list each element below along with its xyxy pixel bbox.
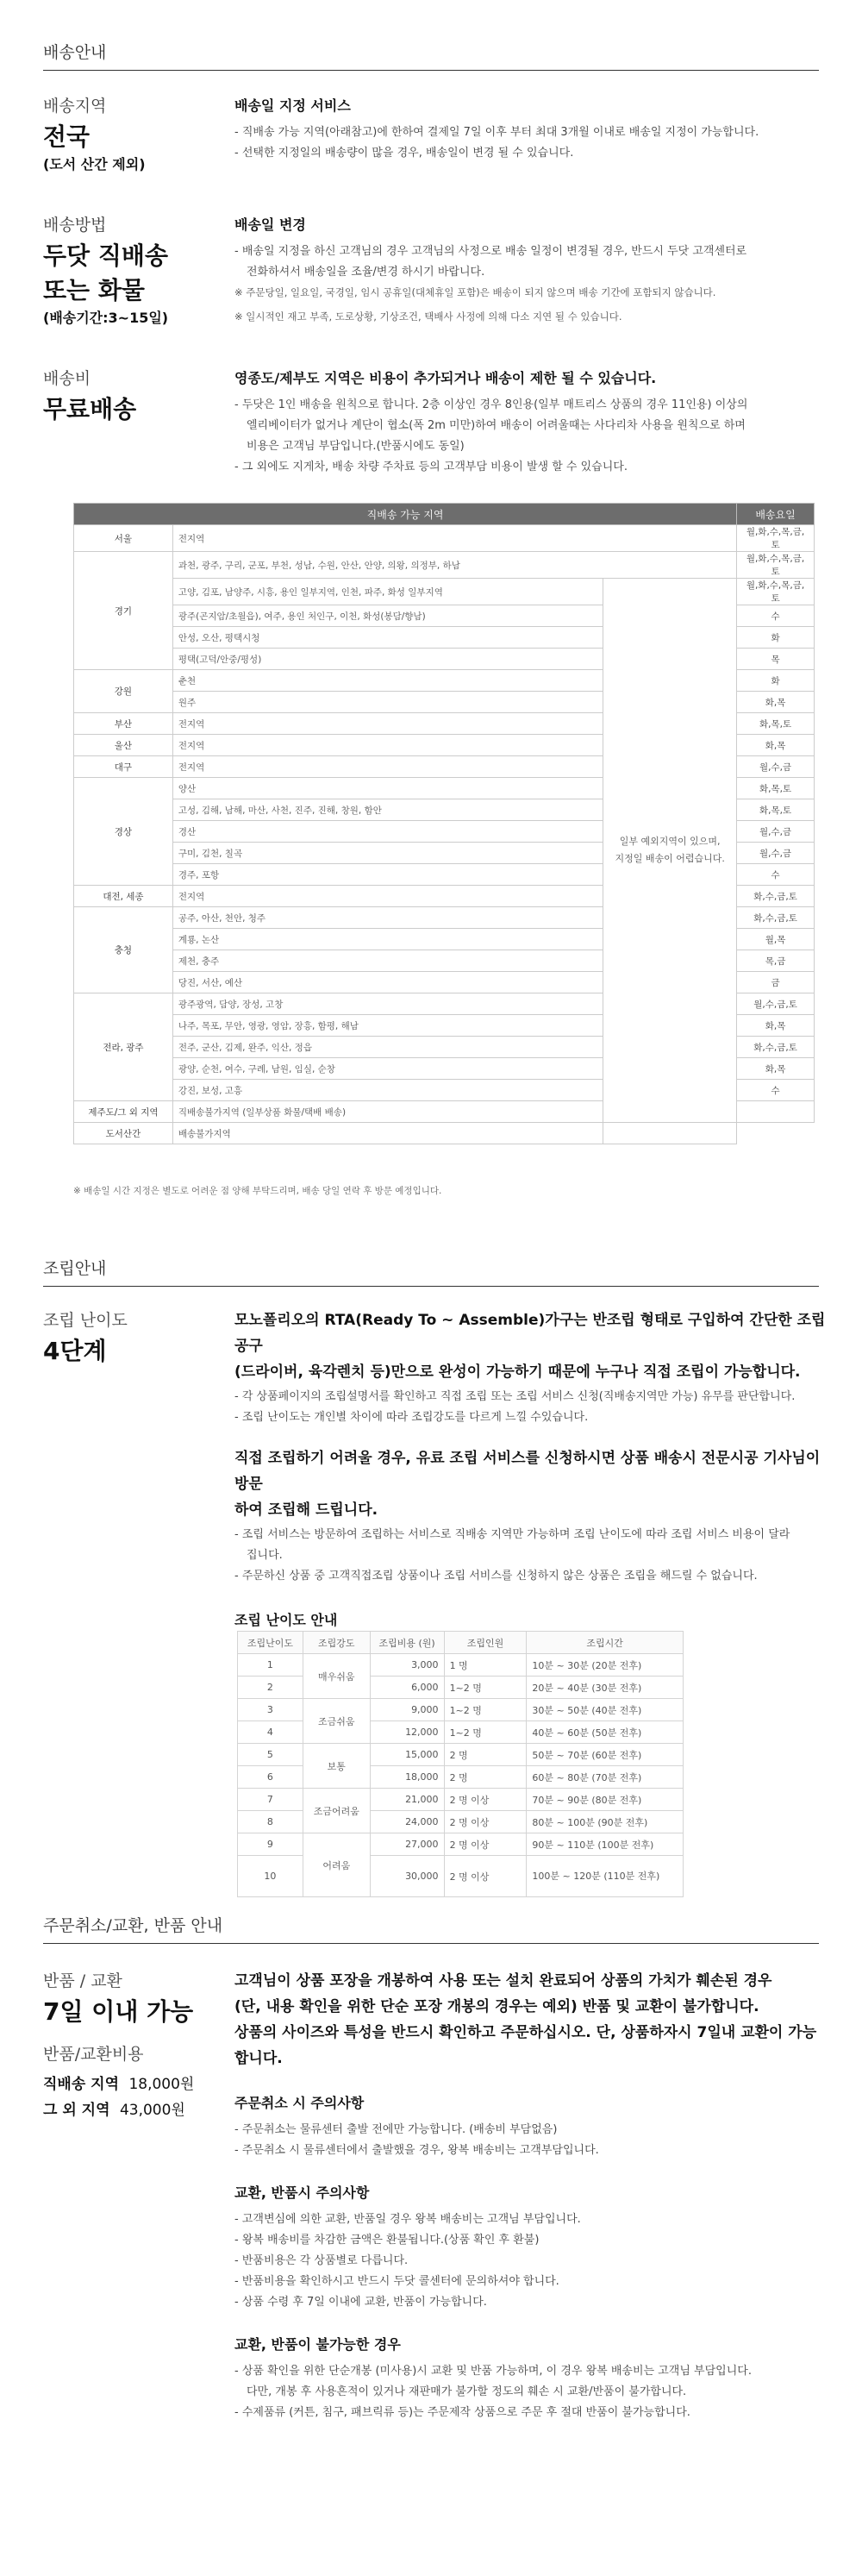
delivery-area-note: (도서 산간 제외) (43, 156, 146, 172)
region-cell: 도서산간 (74, 1123, 173, 1144)
delivery-method-value: 두닷 직배송 (43, 241, 168, 270)
region-cell: 충청 (74, 907, 173, 993)
impossible-line: 다만, 개봉 후 사용흔적이 있거나 재판매가 불가할 정도의 훼손 시 교환/반품이 불가합니다. (247, 2385, 687, 2398)
day-cell: 화,목,토 (737, 778, 815, 799)
day-cell: 월,수,금 (737, 756, 815, 778)
area-cell: 광주광역, 담양, 장성, 고창 (172, 993, 603, 1015)
delivery-region-table (73, 503, 815, 1144)
people-cell: 1~2 명 (444, 1721, 527, 1744)
area-cell: 전주, 군산, 김제, 완주, 익산, 정읍 (172, 1037, 603, 1058)
time-cell: 90분 ~ 110분 (100분 전후) (527, 1833, 684, 1856)
table-header-day: 배송요일 (737, 504, 815, 525)
level-cell: 5 (238, 1744, 303, 1766)
table-row (74, 1123, 815, 1144)
returns-head-line: (단, 내용 확인을 위한 단순 포장 개봉의 경우는 예외) 반품 및 교환이 불가합니다. (234, 1998, 759, 2015)
table-middle-note: 일부 예외지역이 있으며, 지정일 배송이 어렵습니다. (603, 579, 737, 1123)
time-cell: 30분 ~ 50분 (40분 전후) (527, 1699, 684, 1721)
day-cell: 화,목 (737, 735, 815, 756)
cost-cell: 18,000 (370, 1766, 444, 1789)
delivery-method-value: 또는 화물 (43, 276, 145, 304)
people-cell: 2 명 이상 (444, 1856, 527, 1897)
returns-head-line: 상품의 사이즈와 특성을 반드시 확인하고 주문하십시오. 단, 상품하자시 7일내 교환이 가능합니다. (234, 2024, 817, 2067)
returns-other-price (43, 2097, 224, 2123)
strength-cell: 조금쉬움 (303, 1699, 370, 1744)
time-cell: 100분 ~ 120분 (110분 전후) (527, 1856, 684, 1897)
assembly-th: 조립비용 (원) (370, 1632, 444, 1654)
delivery-method-label: 배송방법 (43, 216, 107, 235)
strength-cell: 매우쉬움 (303, 1654, 370, 1699)
table-row (238, 1789, 684, 1811)
area-cell: 직배송불가지역 (일부상품 화물/택배 배송) (172, 1101, 603, 1123)
cost-cell: 15,000 (370, 1744, 444, 1766)
cancel-line: - 주문취소는 물류센터 출발 전에만 가능합니다. (배송비 부담없음) (234, 2123, 558, 2136)
area-cell: 평택(고덕/안중/평성) (172, 649, 603, 670)
level-cell: 1 (238, 1654, 303, 1677)
day-cell: 목,금 (737, 950, 815, 972)
returns-direct-value: 18,000원 (128, 2076, 195, 2093)
area-cell: 나주, 목포, 무안, 영광, 영암, 장흥, 함평, 해남 (172, 1015, 603, 1037)
region-cell: 경상 (74, 778, 173, 886)
level-cell: 7 (238, 1789, 303, 1811)
returns-head-line: 고객님이 상품 포장을 개봉하여 사용 또는 설치 완료되어 상품의 가치가 훼손된 경우 (234, 1972, 772, 1990)
delivery-change-note: ※ 주문당일, 일요일, 국경일, 임시 공휴일(대체휴일 포함)은 배송이 되지 않으며 배송 기간에 포함되지 않습니다. (234, 286, 716, 298)
delivery-date-line: - 직배송 가능 지역(아래참고)에 한하여 결제일 7일 이후 부터 최대 3개월 이내로 배송일 지정이 가능합니다. (234, 126, 759, 139)
assembly-th: 조립시간 (527, 1632, 684, 1654)
assembly-row (43, 1307, 826, 1628)
day-cell: 목 (737, 649, 815, 670)
day-cell: 화,수,금,토 (737, 1037, 815, 1058)
area-cell: 춘천 (172, 670, 603, 692)
region-cell: 전라, 광주 (74, 993, 173, 1101)
returns-row (43, 1968, 819, 2520)
area-cell: 구미, 김천, 칠곡 (172, 843, 603, 864)
people-cell: 1 명 (444, 1654, 527, 1677)
area-cell: 광주(곤지암/초월읍), 여주, 용인 처인구, 이천, 화성(봉담/향남) (172, 605, 603, 627)
day-cell: 월,목 (737, 929, 815, 950)
delivery-date-heading: 배송일 지정 서비스 (234, 97, 351, 114)
day-cell: 월,화,수,목,금,토 (737, 552, 815, 579)
delivery-area-value: 전국 (43, 122, 91, 151)
day-cell: 월,수,금 (737, 843, 815, 864)
area-cell: 고성, 김해, 남해, 마산, 사천, 진주, 진해, 창원, 함안 (172, 799, 603, 821)
exchange-line: - 반품비용을 확인하시고 반드시 두닷 콜센터에 문의하셔야 합니다. (234, 2275, 559, 2288)
delivery-method-note: (배송기간:3~15일) (43, 310, 169, 326)
assembly-section-title: 조립안내 (43, 1256, 819, 1287)
area-cell: 전지역 (172, 525, 736, 552)
time-cell: 60분 ~ 80분 (70분 전후) (527, 1766, 684, 1789)
exchange-title: 교환, 반품시 주의사항 (234, 2184, 370, 2201)
level-cell: 3 (238, 1699, 303, 1721)
time-cell: 80분 ~ 100분 (90분 전후) (527, 1811, 684, 1833)
assembly-th: 조립강도 (303, 1632, 370, 1654)
people-cell: 2 명 이상 (444, 1833, 527, 1856)
assembly-service-line: 집니다. (247, 1549, 283, 1562)
delivery-change-heading: 배송일 변경 (234, 216, 306, 233)
day-cell: 월,수,금 (737, 821, 815, 843)
assembly-heading: (드라이버, 육각렌치 등)만으로 완성이 가능하기 때문에 누구나 직접 조립이 가능합니다. (234, 1363, 801, 1381)
delivery-change-line: - 배송일 지정을 하신 고객님의 경우 고객님의 사정으로 배송 일정이 변경될 경우, 반드시 두닷 고객센터로 (234, 245, 747, 258)
assembly-table-title: 조립 난이도 안내 (234, 1612, 338, 1628)
day-cell: 화,목 (737, 692, 815, 713)
assembly-service-heading: 직접 조립하기 어려울 경우, 유료 조립 서비스를 신청하시면 상품 배송시 전문시공 기사님이 방문 (234, 1450, 821, 1493)
area-cell: 전지역 (172, 756, 603, 778)
level-cell: 10 (238, 1856, 303, 1897)
assembly-th: 조립인원 (444, 1632, 527, 1654)
region-cell: 제주도/그 외 지역 (74, 1101, 173, 1123)
people-cell: 2 명 (444, 1766, 527, 1789)
level-cell: 4 (238, 1721, 303, 1744)
cancel-line: - 주문취소 시 물류센터에서 출발했을 경우, 왕복 배송비는 고객부담입니다. (234, 2144, 599, 2157)
area-cell: 원주 (172, 692, 603, 713)
level-cell: 2 (238, 1677, 303, 1699)
delivery-fee-row (43, 366, 819, 495)
exchange-line: - 왕복 배송비를 차감한 금액은 환불됩니다.(상품 확인 후 환불) (234, 2234, 540, 2247)
assembly-service-heading: 하여 조립해 드립니다. (234, 1501, 378, 1519)
day-cell: 화,수,금,토 (737, 907, 815, 929)
delivery-area-label: 배송지역 (43, 97, 107, 116)
assembly-label: 조립 난이도 (43, 1311, 128, 1330)
impossible-line: - 상품 확인을 위한 단순개봉 (미사용)시 교환 및 반품 가능하며, 이 경우 왕복 배송비는 고객님 부담입니다. (234, 2365, 752, 2378)
cancel-title: 주문취소 시 주의사항 (234, 2095, 365, 2111)
cost-cell: 30,000 (370, 1856, 444, 1897)
returns-other-value: 43,000원 (119, 2102, 185, 2119)
day-cell (603, 1123, 737, 1144)
region-cell: 서울 (74, 525, 173, 552)
assembly-line: - 각 상품페이지의 조립설명서를 확인하고 직접 조립 또는 조립 서비스 신청(직배송지역만 가능) 유무를 판단합니다. (234, 1390, 796, 1403)
delivery-section-title: 배송안내 (43, 40, 819, 71)
region-cell: 부산 (74, 713, 173, 735)
time-cell: 10분 ~ 30분 (20분 전후) (527, 1654, 684, 1677)
strength-cell: 어려움 (303, 1833, 370, 1897)
area-cell: 경주, 포항 (172, 864, 603, 886)
exchange-line: - 상품 수령 후 7일 이내에 교환, 반품이 가능합니다. (234, 2296, 487, 2309)
impossible-title: 교환, 반품이 불가능한 경우 (234, 2336, 401, 2353)
day-cell: 화 (737, 627, 815, 649)
exchange-line: - 고객변심에 의한 교환, 반품일 경우 왕복 배송비는 고객님 부담입니다. (234, 2213, 581, 2226)
delivery-fee-line: 비용은 고객님 부담입니다.(반품시에도 동일) (247, 440, 465, 453)
day-cell: 수 (737, 1080, 815, 1101)
area-cell: 제천, 충주 (172, 950, 603, 972)
table-header-area: 직배송 가능 지역 (74, 504, 737, 525)
returns-label: 반품 / 교환 (43, 1971, 122, 1990)
day-cell: 화,목 (737, 1058, 815, 1080)
people-cell: 1~2 명 (444, 1699, 527, 1721)
table-row (74, 552, 815, 579)
delivery-change-line: 전화하셔서 배송일을 조율/변경 하시기 바랍니다. (247, 266, 485, 279)
table-row (74, 525, 815, 552)
time-cell: 70분 ~ 90분 (80분 전후) (527, 1789, 684, 1811)
delivery-date-line: - 선택한 지정일의 배송량이 많을 경우, 배송일이 변경 될 수 있습니다. (234, 147, 574, 160)
area-cell: 강진, 보성, 고흥 (172, 1080, 603, 1101)
time-cell: 40분 ~ 60분 (50분 전후) (527, 1721, 684, 1744)
strength-cell: 보통 (303, 1744, 370, 1789)
delivery-fee-line: 엘리베이터가 없거나 계단이 협소(폭 2m 미만)하여 배송이 어려울때는 사다리차 사용을 원칙으로 하며 (247, 419, 746, 432)
cost-cell: 12,000 (370, 1721, 444, 1744)
returns-cost-label: 반품/교환비용 (43, 2045, 144, 2064)
region-cell: 대구 (74, 756, 173, 778)
delivery-fee-line: - 두닷은 1인 배송을 원칙으로 합니다. 2층 이상인 경우 8인용(일부 매트리스 상품의 경우 11인용) 이상의 (234, 398, 748, 411)
area-cell: 경산 (172, 821, 603, 843)
strength-cell: 조금어려움 (303, 1789, 370, 1833)
region-cell: 울산 (74, 735, 173, 756)
region-cell: 강원 (74, 670, 173, 713)
assembly-table (237, 1631, 684, 1897)
level-cell: 6 (238, 1766, 303, 1789)
impossible-line: - 수제품류 (커튼, 침구, 패브릭류 등)는 주문제작 상품으로 주문 후 절대 반품이 불가능합니다. (234, 2406, 690, 2419)
table-row (74, 579, 815, 605)
cost-cell: 27,000 (370, 1833, 444, 1856)
table-row (238, 1744, 684, 1766)
area-cell: 전지역 (172, 735, 603, 756)
returns-section-title: 주문취소/교환, 반품 안내 (43, 1913, 819, 1944)
day-cell: 화,수,금,토 (737, 886, 815, 907)
level-cell: 8 (238, 1811, 303, 1833)
cost-cell: 24,000 (370, 1811, 444, 1833)
day-cell: 금 (737, 972, 815, 993)
area-cell: 양산 (172, 778, 603, 799)
cost-cell: 21,000 (370, 1789, 444, 1811)
delivery-fee-label: 배송비 (43, 369, 91, 388)
area-cell: 안성, 오산, 평택시청 (172, 627, 603, 649)
day-cell: 화,목,토 (737, 799, 815, 821)
cost-cell: 6,000 (370, 1677, 444, 1699)
assembly-th: 조립난이도 (238, 1632, 303, 1654)
returns-direct-label: 직배송 지역 (43, 2076, 120, 2093)
day-cell: 화 (737, 670, 815, 692)
delivery-fee-value: 무료배송 (43, 395, 137, 423)
assembly-line: - 조립 난이도는 개인별 차이에 따라 조립강도를 다르게 느낄 수있습니다. (234, 1411, 589, 1424)
exchange-line: - 반품비용은 각 상품별로 다릅니다. (234, 2254, 409, 2267)
table-row (238, 1654, 684, 1677)
region-cell: 경기 (74, 552, 173, 670)
day-cell: 월,화,수,목,금,토 (737, 525, 815, 552)
area-cell: 전지역 (172, 886, 603, 907)
day-cell: 월,수,금,토 (737, 993, 815, 1015)
returns-direct-price (43, 2071, 224, 2097)
people-cell: 2 명 이상 (444, 1811, 527, 1833)
area-cell: 공주, 아산, 천안, 청주 (172, 907, 603, 929)
table-row (238, 1833, 684, 1856)
area-cell: 광양, 순천, 여수, 구례, 남원, 임실, 순창 (172, 1058, 603, 1080)
assembly-service-line: - 조립 서비스는 방문하여 조립하는 서비스로 직배송 지역만 가능하며 조립 난이도에 따라 조립 서비스 비용이 달라 (234, 1528, 790, 1541)
day-cell: 화,목,토 (737, 713, 815, 735)
assembly-value: 4단계 (43, 1337, 107, 1365)
cost-cell: 3,000 (370, 1654, 444, 1677)
people-cell: 1~2 명 (444, 1677, 527, 1699)
delivery-method-row (43, 212, 819, 342)
assembly-service-line: - 주문하신 상품 중 고객직접조립 상품이나 조립 서비스를 신청하지 않은 상품은 조립을 해드릴 수 없습니다. (234, 1570, 758, 1583)
delivery-fee-line: - 그 외에도 지게차, 배송 차량 주차료 등의 고객부담 비용이 발생 할 수 있습니다. (234, 461, 628, 473)
day-cell: 수 (737, 605, 815, 627)
returns-value: 7일 이내 가능 (43, 1997, 194, 2026)
time-cell: 20분 ~ 40분 (30분 전후) (527, 1677, 684, 1699)
cost-cell: 9,000 (370, 1699, 444, 1721)
people-cell: 2 명 이상 (444, 1789, 527, 1811)
assembly-heading: 모노폴리오의 RTA(Ready To ~ Assemble)가구는 반조립 형태로 구입하여 간단한 조립공구 (234, 1312, 826, 1355)
area-cell: 배송불가지역 (172, 1123, 603, 1144)
day-cell: 월,화,수,목,금,토 (737, 579, 815, 605)
level-cell: 9 (238, 1833, 303, 1856)
area-cell: 당진, 서산, 예산 (172, 972, 603, 993)
region-cell: 대전, 세종 (74, 886, 173, 907)
area-cell: 고양, 김포, 남양주, 시흥, 용인 일부지역, 인천, 파주, 화성 일부지역 (172, 579, 603, 605)
area-cell: 과천, 광주, 구리, 군포, 부천, 성남, 수원, 안산, 안양, 의왕, 의정부, 하남 (172, 552, 736, 579)
delivery-area-row (43, 93, 819, 188)
delivery-fee-heading: 영종도/제부도 지역은 비용이 추가되거나 배송이 제한 될 수 있습니다. (234, 370, 657, 386)
day-cell: 화,목 (737, 1015, 815, 1037)
area-cell: 계룡, 논산 (172, 929, 603, 950)
people-cell: 2 명 (444, 1744, 527, 1766)
table-row (238, 1699, 684, 1721)
delivery-change-note: ※ 일시적인 재고 부족, 도로상황, 기상조건, 택배사 사정에 의해 다소 지연 될 수 있습니다. (234, 310, 622, 323)
day-cell (737, 1101, 815, 1123)
area-cell: 전지역 (172, 713, 603, 735)
day-cell: 수 (737, 864, 815, 886)
returns-other-label: 그 외 지역 (43, 2102, 110, 2119)
time-cell: 50분 ~ 70분 (60분 전후) (527, 1744, 684, 1766)
delivery-table-footnote: ※ 배송일 시간 지정은 별도로 어려운 점 양해 부탁드리며, 배송 당일 연락 후 방문 예정입니다. (73, 1186, 442, 1196)
